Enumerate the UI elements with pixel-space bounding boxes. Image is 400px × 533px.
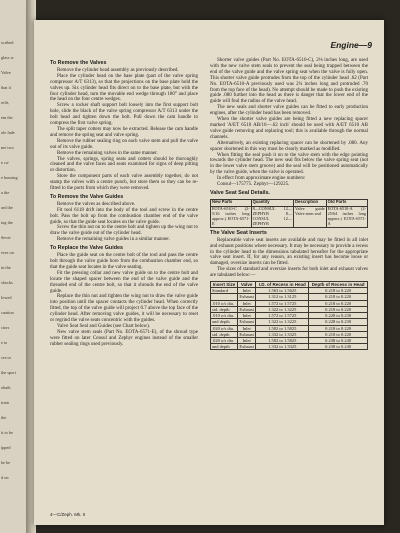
paragraph: Place the guide seat on the centre bolt of the tool and pass the centre bolt through the valve guide bore from the combustion chamber end, so that the guide seat locates in the valve seating. [50, 253, 198, 270]
paragraph: Fit the pressing collar and new valve guide on to the centre bolt and locate the shaped spacer between the end of the valve guide and the threaded end of the centre bolt, so that it shrouds the end of the valve guide. [50, 270, 198, 294]
facing-page-text-fragment: ipped [1, 445, 11, 450]
table-header-cell: I.D. of Recess in Head [256, 282, 309, 288]
table-cell: 1.322 to 1.3225 [256, 319, 309, 325]
table-cell: and depth [211, 319, 238, 325]
paragraph: Remove the valves as described above. [57, 201, 136, 207]
page-header: Engine—9 [330, 40, 372, 50]
table-cell: std. depth [211, 306, 238, 312]
table-cell: 1.312 to 1.3125 [256, 294, 309, 300]
section-heading: To Remove the Valve Guides [50, 193, 124, 200]
table-cell: Exhaust [239, 319, 254, 325]
table-cell: 0.228 to 0.230 [309, 319, 368, 325]
table-header-cell: Valve [237, 282, 255, 288]
section-heading: The Valve Seat Inserts [210, 229, 267, 236]
facing-page-text-fragment: Valve [1, 70, 11, 75]
table-cell: 0.218 to 0.220 [309, 300, 368, 306]
table-cell: and depth [211, 344, 238, 350]
paragraph: Remove the cylinder head assembly as previously described. [57, 67, 179, 73]
facing-page-text-fragment: in the [1, 265, 11, 270]
table-cell: 1.572 to 1.5725 [256, 300, 309, 306]
table-cell: Exhaust [239, 344, 254, 350]
table-cell: 1.582 to 1.5825 [256, 337, 309, 343]
paragraph: When fitting the seal push it on to the valve stem with the edge pointing towards the cylinder head. The new seal fits below the valve spring seat (not in the lower valve stem groove) and the seal will be positioned automatically by the valve guide, when the valve is operated. [210, 152, 368, 176]
table-cell: std. depth [211, 331, 238, 337]
paragraph: The new seals and shorter valve guides can be fitted to early production engines, after the cylinder head has been removed. [210, 105, 368, 117]
table-cell: 0.228 to 0.230 [309, 313, 368, 319]
table-cell: EOTA-6510-C (2-5/16 inches long approx.) EOTA-6571-E [212, 206, 250, 226]
table-cell: 0.238 to 0.240 [309, 344, 368, 350]
facing-page-text-fragment: refit, [1, 100, 10, 105]
paragraph: New valve stem seals (Part No. EOTA-6571-E), of the shroud type were fitted on later Consul and Zephyr engines instead of the smaller rubber sealing rings used previously. [50, 329, 198, 347]
table-header-row [211, 199, 368, 206]
facing-page-text-fragment: d on [1, 475, 9, 480]
table-cell: 1.332 to 1.3325 [256, 331, 309, 337]
facing-page-text-fragment: ard the [1, 205, 13, 210]
table-cell: .010 o/s dia. [211, 313, 238, 319]
facing-page-text-fragment: cuation [1, 310, 14, 315]
table-cell: Valve guide Valve stem seal [294, 206, 327, 227]
page-footer: 4—C/Zeph. Mk. II [50, 512, 86, 517]
valve-seat-insert-table [210, 281, 368, 350]
table-row [211, 344, 368, 350]
right-column-mid [210, 231, 368, 279]
table-cell: Exhaust [239, 331, 254, 337]
table-header-cell: Description [294, 199, 327, 206]
table-cell: Inlet [237, 325, 255, 331]
paragraph: Alternatively, an existing replacing spacer can be shortened by .080. Any spacer shortened in this way must be clearly marked as modified. [210, 140, 368, 152]
paragraph: Remove the rubber sealing ring on each valve stem and pull the valve out of its valve guide. [50, 138, 198, 150]
facing-page-text-fragment: ever on [1, 250, 14, 255]
facing-page-text-fragment: e to [1, 340, 8, 345]
table-header-cell: Depth of Recess in Head [309, 282, 368, 288]
paragraph: Screw a rocker shaft support bolt loosely into the first support bolt hole, slide the black of the valve spring compressor A/T 6313 under the bolt head and tighten down the bolt. Pull down the cam handle to compress the first valve spring. [50, 103, 198, 127]
table-cell: .010 o/s dia. [211, 300, 238, 306]
facing-page-text-fragment: em the [1, 115, 13, 120]
table-cell: Inlet [237, 300, 255, 306]
facing-page-text-fragment: ctors [1, 325, 10, 330]
table-cell: 0.218 to 0.220 [309, 294, 368, 300]
facing-page-text-fragment: e ca- [1, 160, 10, 165]
facing-page-text-fragment: it to be [1, 430, 13, 435]
table-cell: 1.582 to 1.5825 [256, 325, 309, 331]
section-heading: To Remove the Valves [50, 60, 107, 66]
table-cell: 1.322 to 1.3225 [256, 306, 309, 312]
facing-page-text-fragment: glass w [1, 55, 14, 60]
facing-page-text-fragment: ole fade [1, 130, 15, 135]
table-header-cell: New Parts [211, 199, 252, 206]
facing-page-text-fragment: Sever [1, 235, 11, 240]
table-cell: Exhaust [239, 294, 254, 300]
paragraph: Replaceable valve seat inserts are available and may be fitted in all inlet and exhaust positions where necessary. It may be necessary to provide a recess in the cylinder head to the dimensions tabulated hereafter for the appropriate valve seat insert. If, for any reason, an existing insert has become loose or damaged, oversize inserts can be fitted. [210, 237, 368, 267]
facing-page-text-fragment: shocks [1, 280, 13, 285]
facing-page-text-fragment: scribed [1, 40, 14, 45]
paragraph: Fit tool 6118 drift into the body of the tool and screw in the centre bolt. Pass the bolt up from the combustion chamber end of the valve guide, so that the guide seat locates on the valve guide. [50, 207, 198, 225]
facing-page-text-fragment: a the [1, 190, 10, 195]
table-header-cell: Quantity [251, 199, 293, 206]
paragraph: Replace the thin nut and tighten the wing nut to draw the valve guide into position until the spacer contacts the cylinder head. When correctly fitted, the top of the valve guide will project 0.7 above the top face of the cylinder head. After removing valve guides, it will be necessary to reset or regrind the valve seats concentric with the guides. [50, 294, 198, 324]
section-heading: To Replace the Valve Guides [50, 245, 123, 252]
facing-page-text-fragment: ing the [1, 220, 13, 225]
facing-page-text-fragment: lowed [1, 295, 12, 300]
table-cell: EOTA-6510-A (2-25/64 inches long approx.) EOTA-6571-A [327, 206, 366, 226]
table-cell: Inlet [237, 313, 255, 319]
table-cell: Inlet [237, 337, 255, 343]
facing-page-text-fragment: train [1, 400, 9, 405]
table-cell: Standard [211, 288, 238, 294]
table-cell: 0.238 to 0.240 [309, 337, 368, 343]
table-header-cell: Old Parts [326, 199, 367, 206]
table-cell: 0.218 to 0.220 [309, 306, 368, 312]
paragraph: The split taper cotters may now be extracted. Release the cam handle and remove the spring seat and valve spring. [50, 126, 198, 138]
facing-page-text-fragment: ces to [1, 355, 11, 360]
table-header-cell: Insert Size [211, 282, 238, 288]
facing-page-text-fragment: e housing [1, 175, 18, 180]
table-header-row [211, 282, 368, 288]
table-cell: Exhaust [239, 306, 254, 312]
paragraph: Store the component parts of each valve assembly together, do not stamp the valves with a centre punch, but store them so they can be re-fitted to the ports from which they were removed. [50, 174, 198, 192]
table-cell: Inlet [237, 288, 255, 294]
table-cell: 0.218 to 0.220 [309, 288, 368, 294]
table-cell: .020 o/s dia. [211, 337, 238, 343]
table-cell: 8—CONSUL 12—ZEPHYR 8—CONSUL 12—ZEPHYR [252, 206, 293, 226]
paragraph: Screw the thin nut on to the centre bolt and tighten up the wing nut to draw the valve guide out of the cylinder head. [50, 225, 198, 237]
paragraph: Remove the remaining valves in the same manner. [57, 150, 158, 156]
right-column [210, 58, 368, 350]
valve-seal-parts-table [210, 199, 368, 228]
table-cell: .020 o/s dia. [211, 325, 238, 331]
paragraph: Valve Seat Seal and Guides (see Chart below). [57, 323, 151, 329]
table-cell: 1.563 to 1.5625 [256, 288, 309, 294]
manual-page [34, 20, 384, 525]
facing-page-text-fragment: obath [1, 385, 11, 390]
facing-page-text-fragment: me two [1, 145, 14, 150]
table-cell: 1.572 to 1.5725 [256, 313, 309, 319]
paragraph: The valves, springs, spring seats and cotters should be thoroughly cleaned and the valve faces and seats examined for signs of deep pitting or distortion. [50, 156, 198, 174]
paragraph: Consul—175775. Zephyr—129225. [217, 182, 290, 188]
table-cell: 0.218 to 0.220 [309, 325, 368, 331]
left-column [50, 58, 198, 348]
paragraph: Shorter valve guides (Part No. EOTA-6510-C), 2⅛ inches long, are used with the new valve stem seals to prevent the seal being trapped between the end of the valve guide and the valve spring seat when the valve is fully open. This shorter valve guide protrudes from the top of the cylinder head .62 (Part No. EOTA-6510-A previously used was 2¼ inches long and protruded .70 from the top face of the head). No attempt should be made to push the existing guide .080 further into the head as there is danger that the lower end of the guide will foul the radius of the valve head. [210, 58, 368, 105]
paragraph: Place the cylinder head on the base plate (part of the valve spring compressor A/T 6313), so that the projections on the base plate hold the valves up. Six cylinder head fits direct on to the base plate, but with the four cylinder head, turn the movable end wedge through 180° and place the head on the four centre wedges. [50, 73, 198, 103]
facing-page-text-fragment: be be [1, 460, 11, 465]
table-cell: 0.218 to 0.220 [309, 331, 368, 337]
facing-page-text-fragment: that it [1, 85, 11, 90]
paragraph: Remove the remaining valve guides in a similar manner. [57, 237, 170, 243]
section-heading: Valve Seat Seal Details. [210, 189, 270, 196]
paragraph: In effect from approximate engine numbers: [217, 176, 306, 182]
paragraph: The sizes of standard and oversize inserts for both inlet and exhaust valves are tabulated below:— [210, 267, 368, 279]
paragraph: When the shorter valve guides are being fitted a new replacing spacer marked 'A/ET 6510 AB/16—.62 inch' should be used with A/ET 6510 AB valve guide removing and replacing tool; this is available through the normal channels. [210, 117, 368, 140]
table-cell: 1.332 to 1.3325 [256, 344, 309, 350]
right-column-top [210, 58, 368, 197]
table-row [211, 206, 368, 227]
facing-page-text-fragment: the sport [1, 370, 16, 375]
facing-page-text-fragment: the [1, 415, 7, 420]
